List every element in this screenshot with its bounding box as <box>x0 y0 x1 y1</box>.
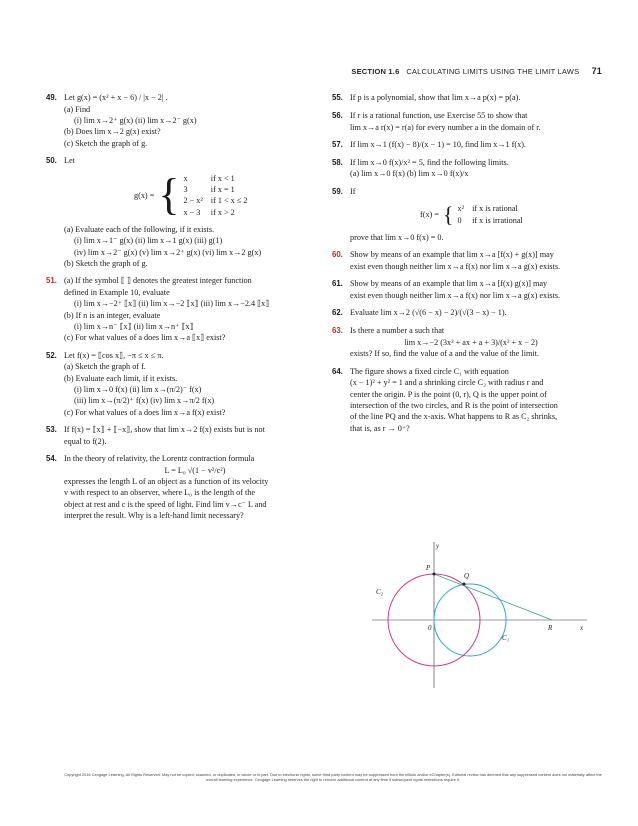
exercise-text: (b) If n is an integer, evaluate <box>64 310 161 320</box>
label-p: P <box>426 564 431 572</box>
exercise <box>332 157 592 180</box>
exercise-number: 56. <box>332 110 343 120</box>
exercise-line <box>64 235 326 246</box>
exercise <box>46 155 326 167</box>
right-column <box>332 92 592 440</box>
piecewise-cell: if x is irrational <box>472 215 523 225</box>
label-q: Q <box>464 572 470 580</box>
exercise-line <box>332 92 592 104</box>
exercise-number: 52. <box>46 350 57 360</box>
exercise-line <box>64 395 326 406</box>
exercise-line <box>64 258 326 269</box>
exercise-line <box>332 139 592 151</box>
exercise-number: 49. <box>46 93 57 102</box>
piecewise-cell: if x is rational <box>472 204 518 214</box>
piecewise-cell: if x = 1 <box>210 185 235 195</box>
piecewise-lhs: f(x) = <box>420 210 439 220</box>
exercise <box>332 307 592 319</box>
exercise-line <box>350 411 592 422</box>
exercise-line <box>46 92 326 104</box>
exercise-line <box>64 321 326 332</box>
point-p <box>433 573 436 576</box>
exercise-line <box>46 424 326 436</box>
exercise <box>332 110 592 133</box>
exercise-text: exist even though neither lim x→a f(x) nor lim x→a g(x) exists. <box>350 262 561 272</box>
exercise-text: (i) lim x→1⁻ g(x) (ii) lim x→1 g(x) (iii) g(1) <box>74 236 223 246</box>
exercise-text: interpret the result. Why is a left-hand limit necessary? <box>64 510 244 520</box>
exercise-text: (a) lim x→0 f(x) (b) lim x→0 f(x)/x <box>350 169 469 179</box>
exercise-text: object at rest and c is the speed of light. Find lim v→c⁻ L and <box>64 499 267 509</box>
section-title: CALCULATING LIMITS USING THE LIMIT LAWS <box>406 67 580 76</box>
exercise-text: The figure shows a fixed circle C₁ with equation <box>350 366 509 376</box>
exercise <box>332 325 592 359</box>
exercise-text: lim x→−2 (3x² + ax + a + 3)/(x² + x − 2) <box>404 337 538 347</box>
exercise-text: If f(x) = ⟦x⟧ + ⟦−x⟧, show that lim x→2 f(x) exists but is not <box>64 424 265 434</box>
exercise-text: that is, as r → 0⁺? <box>350 423 410 433</box>
exercise-line <box>64 510 326 521</box>
exercise-line <box>350 168 592 179</box>
piecewise-cell: if x > 2 <box>210 207 235 217</box>
exercise-line <box>64 126 326 137</box>
exercise-number: 58. <box>332 157 343 167</box>
exercise-text: Let g(x) = (x² + x − 6) / |x − 2| . <box>64 93 168 102</box>
exercise-line <box>46 155 326 167</box>
exercise <box>46 424 326 447</box>
exercise-line <box>64 224 326 235</box>
exercise-line <box>64 407 326 418</box>
label-origin: 0 <box>428 624 432 632</box>
exercise-text: exists? If so, find the value of a and the value of the limit. <box>350 349 539 359</box>
exercise-text: (a) Find <box>64 104 91 114</box>
exercise-text: (c) For what values of a does lim x→a f(x) exist? <box>64 407 226 417</box>
exercise-text: L = L₀ √(1 − v²/c²) <box>164 465 226 475</box>
exercise-text: If r is a rational function, use Exercise 55 to show that <box>350 110 528 120</box>
piecewise-cell: if 1 < x ≤ 2 <box>210 196 248 206</box>
exercise-text: (i) lim x→n⁻ ⟦x⟧ (ii) lim x→n⁺ ⟦x⟧ <box>74 321 194 331</box>
exercise <box>332 366 592 434</box>
section-number: SECTION 1.6 <box>351 67 400 76</box>
exercise-line <box>350 290 592 301</box>
piecewise-cell: if x < 1 <box>210 173 235 183</box>
exercise <box>350 203 592 226</box>
exercise-line <box>332 278 592 290</box>
exercise-text: v with respect to an observer, where L₀ is the length of the <box>64 488 256 498</box>
exercise-number: 62. <box>332 308 343 318</box>
exercise-text: (b) Does lim x→2 g(x) exist? <box>64 127 161 137</box>
exercise-line <box>332 249 592 261</box>
exercise <box>332 186 592 198</box>
exercise-text: Is there a number a such that <box>350 326 445 336</box>
exercise-text: (iv) lim x→2⁻ g(x) (v) lim x→2⁺ g(x) (vi) lim x→2 g(x) <box>74 247 262 257</box>
piecewise-cell: x − 3 <box>183 207 201 217</box>
exercise-line <box>64 487 326 498</box>
left-column <box>46 92 326 527</box>
exercise-number: 50. <box>46 156 57 165</box>
exercise-text: If lim x→0 f(x)/x² = 5, find the following limits. <box>350 157 509 167</box>
exercise-line <box>332 186 592 198</box>
exercise-text: exist even though neither lim x→a f(x) nor lim x→a g(x) exists. <box>350 291 561 301</box>
exercise-line <box>64 298 326 309</box>
exercise <box>46 275 326 343</box>
exercise-text: Evaluate lim x→2 (√(6 − x) − 2)/(√(3 − x) − 1). <box>350 308 507 318</box>
label-r: R <box>548 624 553 632</box>
exercise-line <box>64 373 326 384</box>
piecewise-cell: x² <box>457 204 465 214</box>
exercise-line <box>350 232 592 243</box>
exercise-text: equal to f(2). <box>64 436 107 446</box>
exercise-number: 64. <box>332 366 343 376</box>
exercise-text: (i) lim x→2⁺ g(x) (ii) lim x→2⁻ g(x) <box>74 116 197 126</box>
piecewise-cell: x <box>183 173 188 183</box>
exercise-line <box>350 377 592 388</box>
exercise-line <box>332 110 592 122</box>
exercise-text: intersection of the two circles, and R is the point of intersection <box>350 400 558 410</box>
circles-figure <box>372 538 592 688</box>
exercise-number: 63. <box>332 326 343 336</box>
exercise-text: (b) Sketch the graph of g. <box>64 258 148 268</box>
exercise-text: Let f(x) = ⟦cos x⟧, −π ≤ x ≤ π. <box>64 350 164 360</box>
exercise-text: (c) Sketch the graph of g. <box>64 138 148 148</box>
exercise-line <box>350 389 592 400</box>
exercise-line <box>64 332 326 343</box>
exercise-line <box>46 350 326 362</box>
piecewise-definition <box>420 203 592 226</box>
exercise-number: 61. <box>332 279 343 289</box>
exercise <box>332 92 592 104</box>
exercise-line <box>350 122 592 133</box>
exercise-number: 51. <box>46 276 57 286</box>
piecewise-definition <box>134 170 326 220</box>
exercise-line <box>64 138 326 149</box>
exercise-text: Show by means of an example that lim x→a [f(x) + g(x)] may <box>350 250 554 260</box>
exercise-text: If p is a polynomial, show that lim x→a p(x) = p(a). <box>350 93 521 102</box>
exercise-line <box>64 361 326 372</box>
exercise-line <box>64 287 326 298</box>
copyright-footer: Copyright 2016 Cengage Learning. All Rights Reserved. May not be copied, scanned, or duplicated, in whole or in part. Due to electronic rights, some third party content may be suppressed from the eBook and/or eChapter(s). Editorial review has deemed that any suppressed content does not materially affect the overall learning experience. Cengage Learning reserves the right to remove additional content at any time if subsequent rights restrictions require it. <box>64 772 602 783</box>
exercise-line <box>64 465 326 476</box>
exercise-line <box>332 366 592 378</box>
exercise-text: defined in Example 10, evaluate <box>64 288 170 297</box>
exercise-line <box>332 157 592 169</box>
exercise-text: (iii) lim x→(π/2)⁺ f(x) (iv) lim x→π/2 f(x) <box>74 396 215 406</box>
exercise-line <box>350 348 592 359</box>
exercise-number: 54. <box>46 453 57 463</box>
exercise-text: (a) Evaluate each of the following, if it exists. <box>64 225 215 234</box>
exercise-line <box>350 261 592 272</box>
exercise <box>64 224 326 269</box>
page-number: 71 <box>591 66 602 76</box>
exercise-text: of the line PQ and the x-axis. What happens to R as C₂ shrinks, <box>350 412 558 422</box>
exercise-line <box>64 499 326 510</box>
piecewise-cell: 2 − x² <box>183 196 203 206</box>
exercise-line <box>350 423 592 434</box>
piecewise-lhs: g(x) = <box>134 190 155 200</box>
exercise <box>46 350 326 418</box>
exercise-line <box>64 247 326 258</box>
exercise-text: (c) For what values of a does lim x→a ⟦x⟧ exist? <box>64 333 226 343</box>
exercise-text: In the theory of relativity, the Lorentz contraction formula <box>64 453 255 463</box>
exercise-text: lim x→a r(x) = r(a) for every number a in the domain of r. <box>350 122 541 132</box>
exercise-text: (b) Evaluate each limit, if it exists. <box>64 373 178 383</box>
label-c2: C₂ <box>376 588 384 596</box>
exercise-line <box>64 384 326 395</box>
piecewise-cell: 3 <box>183 185 188 195</box>
label-c1: C₁ <box>502 634 510 642</box>
exercise-text: (a) If the symbol ⟦ ⟧ denotes the greatest integer function <box>64 276 252 286</box>
exercise <box>46 453 326 521</box>
exercise-line <box>64 476 326 487</box>
exercise-text: (a) Sketch the graph of f. <box>64 362 146 372</box>
piecewise-cell: 0 <box>457 215 462 225</box>
exercise-text: prove that lim x→0 f(x) = 0. <box>350 233 444 242</box>
exercise-text: Let <box>64 156 75 165</box>
exercise <box>332 249 592 272</box>
exercise-text: If lim x→1 (f(x) − 8)/(x − 1) = 10, find lim x→1 f(x). <box>350 139 526 149</box>
exercise-line <box>332 307 592 319</box>
exercise-line <box>64 310 326 321</box>
exercise-line <box>332 325 592 337</box>
exercise-number: 57. <box>332 139 343 149</box>
exercise-line <box>64 115 326 126</box>
exercise-text: (i) lim x→−2⁺ ⟦x⟧ (ii) lim x→−2 ⟦x⟧ (iii) lim x→−2.4 ⟦x⟧ <box>74 299 270 309</box>
brace: { <box>158 170 180 220</box>
label-y: y <box>436 542 440 550</box>
exercise <box>332 139 592 151</box>
exercise-line <box>64 104 326 115</box>
label-x: x <box>580 624 584 632</box>
exercise <box>46 92 326 149</box>
exercise <box>350 232 592 243</box>
brace: { <box>442 201 454 227</box>
exercise-text: (i) lim x→0 f(x) (ii) lim x→(π/2)⁻ f(x) <box>74 384 202 394</box>
exercise-text: expresses the length L of an object as a function of its velocity <box>64 477 269 486</box>
exercise-number: 55. <box>332 93 343 102</box>
exercise-text: If <box>350 186 356 196</box>
exercise-line <box>350 337 592 348</box>
running-header <box>351 66 602 76</box>
exercise-number: 60. <box>332 250 343 260</box>
exercise-number: 59. <box>332 186 343 196</box>
exercise-number: 53. <box>46 424 57 434</box>
exercise-line <box>46 453 326 465</box>
exercise-text: (x − 1)² + y² = 1 and a shrinking circle C₂ with radius r and <box>350 378 544 388</box>
exercise <box>64 170 326 220</box>
line-pq <box>434 574 552 620</box>
exercise-text: center the origin. P is the point (0, r), Q is the upper point of <box>350 389 547 399</box>
exercise <box>332 278 592 301</box>
exercise-line <box>350 400 592 411</box>
point-q <box>463 583 466 586</box>
exercise-line <box>46 275 326 287</box>
exercise-text: Show by means of an example that lim x→a [f(x) g(x)] may <box>350 279 548 289</box>
exercise-line <box>64 436 326 447</box>
